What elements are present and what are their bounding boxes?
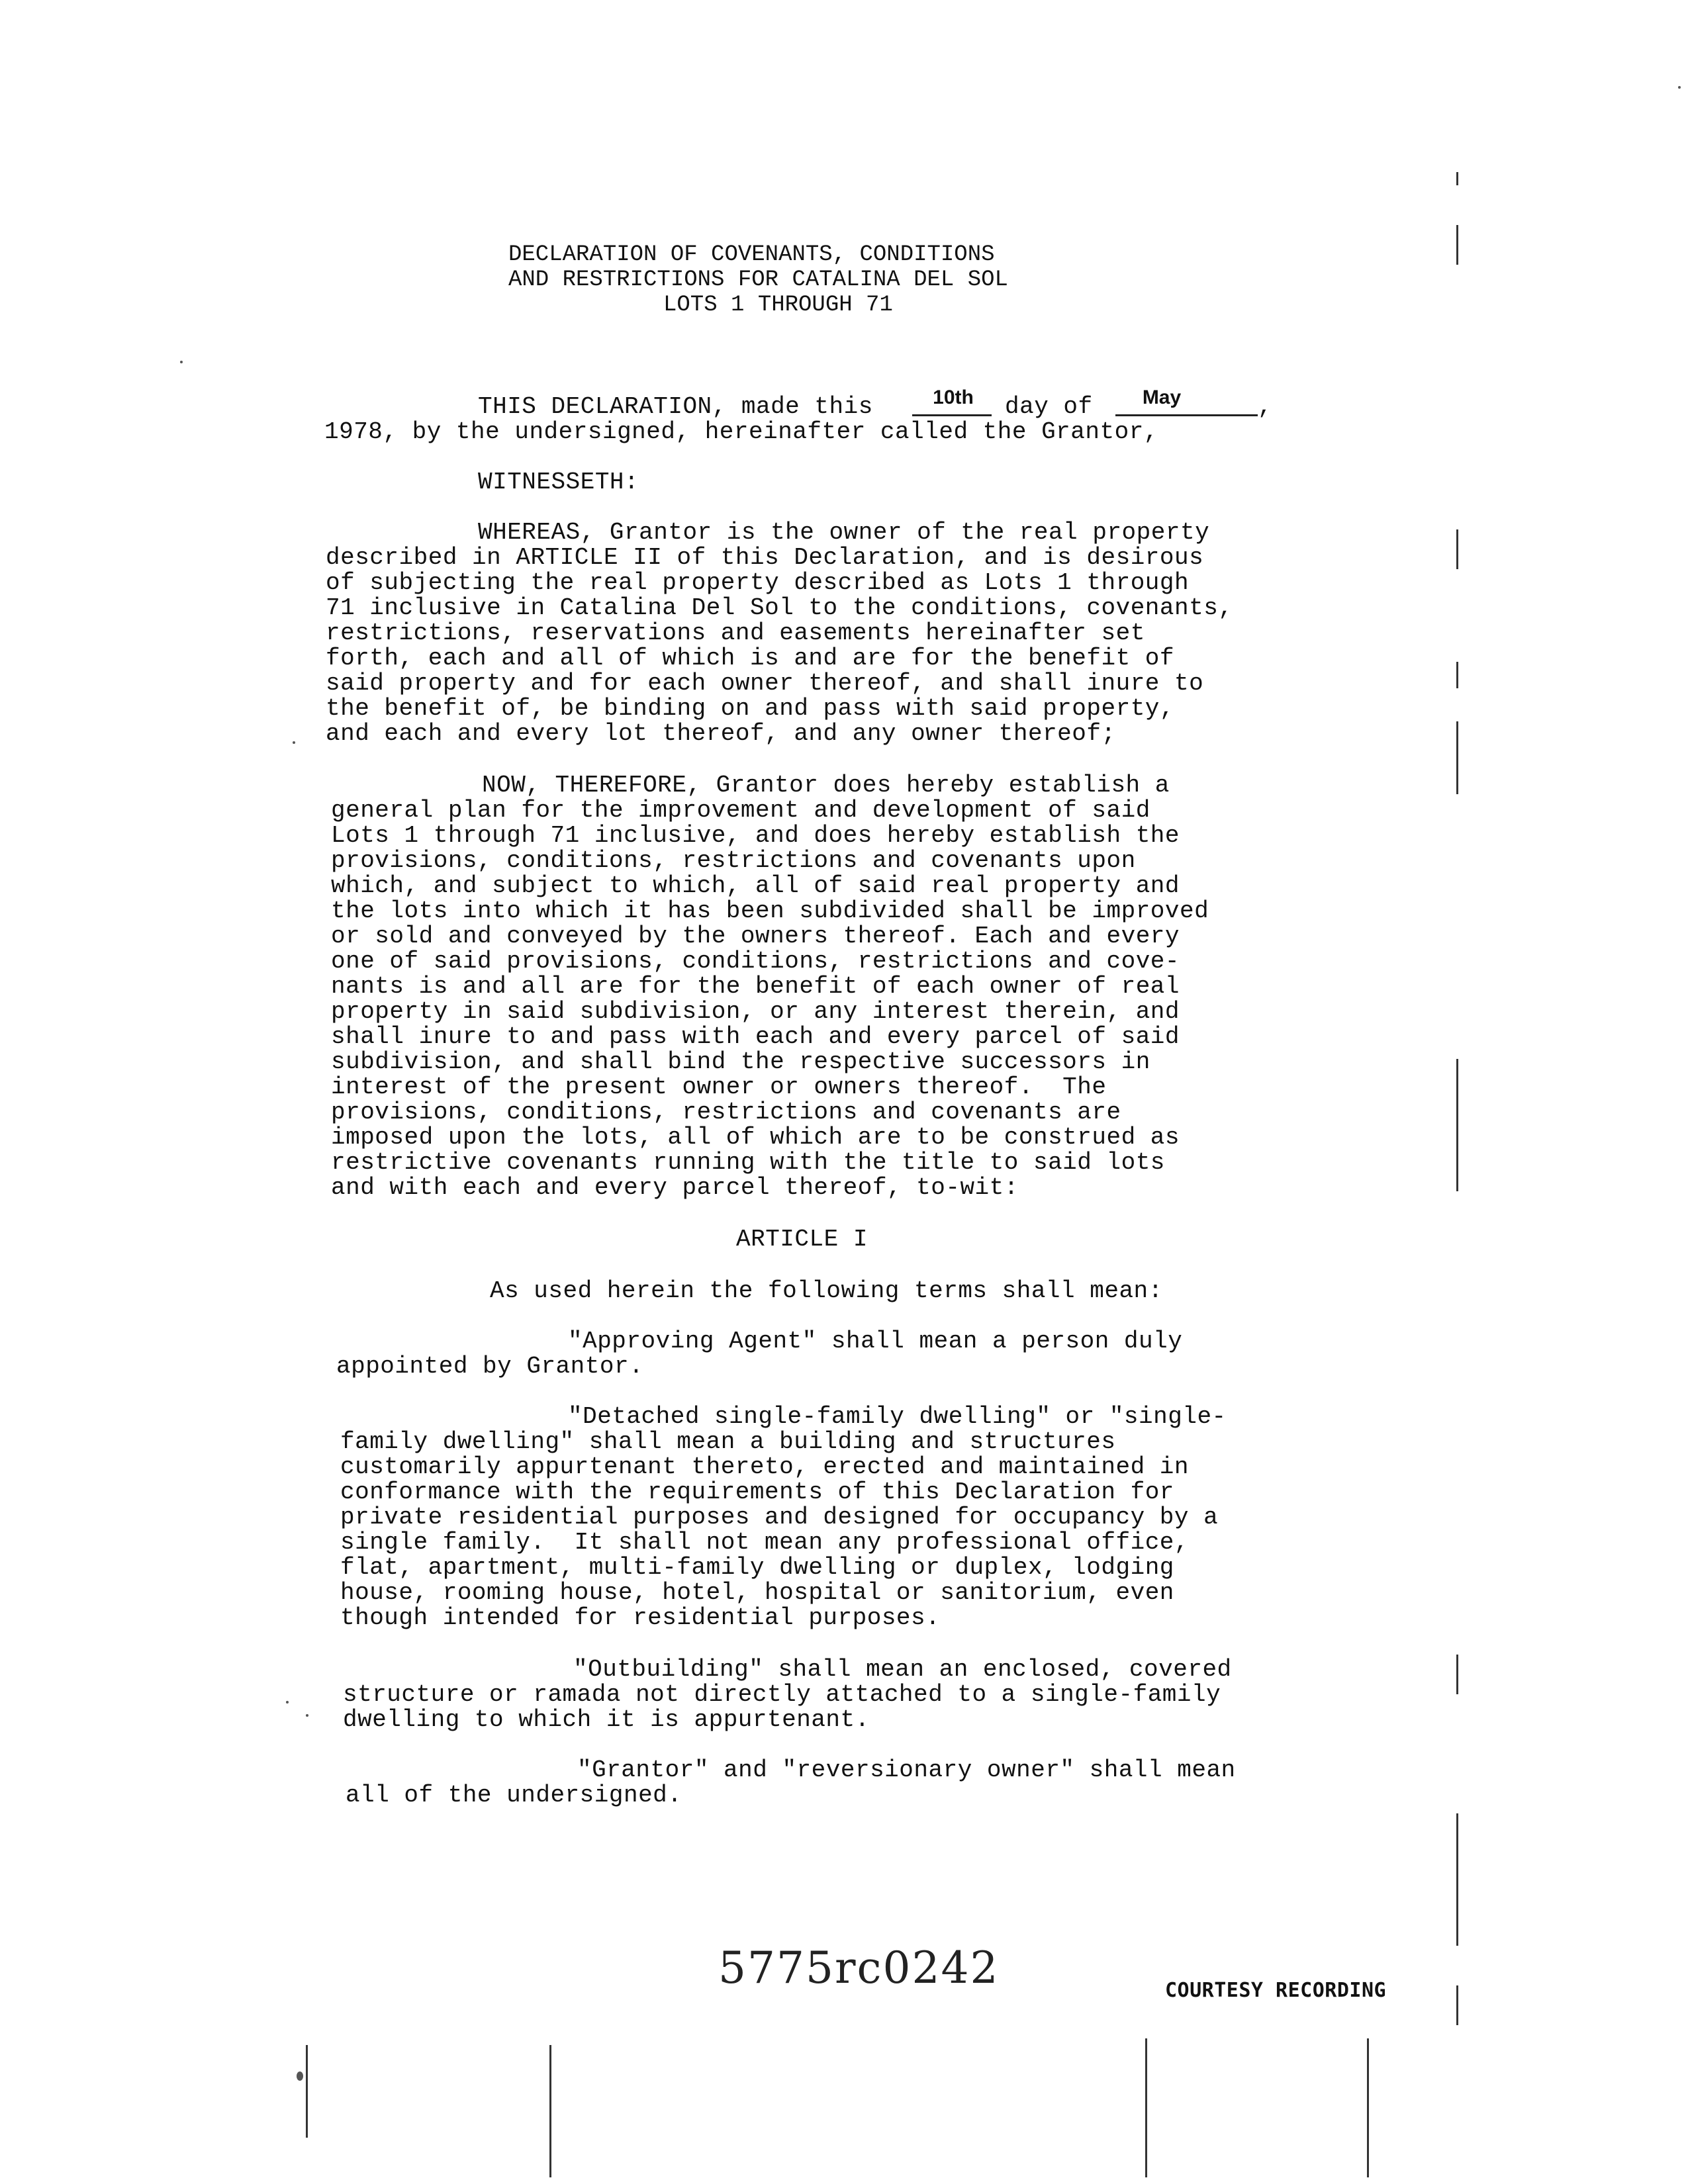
opening-line-2: 1978, by the undersigned, hereinafter called the Grantor, [324,418,1158,445]
opening-middle: day of [1005,393,1093,420]
now-therefore-line: general plan for the improvement and development of said [331,797,1150,824]
now-therefore-line: one of said provisions, conditions, restrictions and cove- [331,948,1180,975]
day-underline [912,414,992,416]
definition-line: house, rooming house, hotel, hospital or sanitorium, even [340,1579,1174,1606]
now-therefore-line: Lots 1 through 71 inclusive, and does hereby establish the [331,822,1180,849]
scan-mark [1456,172,1458,185]
whereas-line: and each and every lot thereof, and any owner thereof; [326,720,1116,747]
definition-line: appointed by Grantor. [336,1353,644,1380]
title-line-1: DECLARATION OF COVENANTS, CONDITIONS [508,242,995,267]
terms-intro: As used herein the following terms shall mean: [490,1277,1163,1304]
courtesy-recording-stamp: COURTESY RECORDING [1165,1979,1387,2002]
month-underline [1115,414,1258,416]
definition-line: "Approving Agent" shall mean a person duly [568,1328,1183,1355]
definition-line: single family. It shall not mean any professional office, [340,1529,1190,1556]
definition-line: "Grantor" and "reversionary owner" shall mean [577,1756,1236,1784]
scan-speck [306,1714,308,1717]
scan-speck [297,2071,303,2081]
scan-speck [1678,86,1681,89]
scan-speck [293,741,295,744]
definition-line: structure or ramada not directly attached to a single-family [343,1681,1221,1708]
scan-mark [1456,662,1458,688]
scan-mark [1456,225,1458,265]
scan-mark [1145,2038,1147,2177]
opening-prefix: THIS DECLARATION, made this [478,393,873,420]
now-therefore-line: imposed upon the lots, all of which are to be construed as [331,1124,1180,1151]
now-therefore-line: which, and subject to which, all of said real property and [331,872,1180,899]
article-heading: ARTICLE I [736,1226,868,1253]
scan-mark [1367,2038,1369,2177]
whereas-line: forth, each and all of which is and are for the benefit of [326,645,1175,672]
definition-line: dwelling to which it is appurtenant. [343,1706,870,1733]
book-page-stamp: 5775rc0242 [718,1942,1000,1993]
whereas-line: 71 inclusive in Catalina Del Sol to the conditions, covenants, [326,594,1233,621]
whereas-line: the benefit of, be binding on and pass with said property, [326,695,1175,722]
now-therefore-line: or sold and conveyed by the owners thereof. Each and every [331,923,1180,950]
now-therefore-line: shall inure to and pass with each and every parcel of said [331,1023,1180,1050]
scan-mark [1456,1059,1458,1191]
whereas-line: WHEREAS, Grantor is the owner of the real property [478,519,1210,546]
now-therefore-line: the lots into which it has been subdivided shall be improved [331,897,1209,925]
definition-line: family dwelling" shall mean a building and structures [340,1428,1116,1455]
now-therefore-line: nants is and all are for the benefit of each owner of real [331,973,1180,1000]
opening-end: , [1258,393,1273,420]
now-therefore-line: provisions, conditions, restrictions and covenants are [331,1099,1121,1126]
now-therefore-line: interest of the present owner or owners thereof. The [331,1073,1107,1101]
definition-line: though intended for residential purposes. [340,1604,941,1631]
scan-mark [1456,721,1458,794]
now-therefore-line: and with each and every parcel thereof, to-wit: [331,1174,1019,1201]
scan-mark [549,2045,551,2177]
day-fill: 10th [933,387,974,408]
whereas-line: described in ARTICLE II of this Declaration, and is desirous [326,544,1204,571]
month-fill: May [1142,387,1182,408]
definition-line: customarily appurtenant thereto, erected and maintained in [340,1453,1190,1480]
whereas-line: said property and for each owner thereof, and shall inure to [326,670,1204,697]
now-therefore-line: property in said subdivision, or any interest therein, and [331,998,1180,1025]
definition-line: "Detached single-family dwelling" or "single- [568,1403,1227,1430]
scan-speck [286,1701,289,1704]
now-therefore-line: restrictive covenants running with the title to said lots [331,1149,1165,1176]
definition-line: private residential purposes and designed for occupancy by a [340,1504,1219,1531]
definition-line: flat, apartment, multi-family dwelling or duplex, lodging [340,1554,1174,1581]
now-therefore-line: subdivision, and shall bind the respective successors in [331,1048,1150,1075]
definition-line: conformance with the requirements of this Declaration for [340,1479,1174,1506]
definition-line: "Outbuilding" shall mean an enclosed, covered [573,1656,1232,1683]
now-therefore-line: NOW, THEREFORE, Grantor does hereby establish a [482,772,1170,799]
whereas-line: restrictions, reservations and easements hereinafter set [326,619,1145,647]
scan-mark [1456,1813,1458,1946]
definition-line: all of the undersigned. [346,1782,682,1809]
now-therefore-line: provisions, conditions, restrictions and covenants upon [331,847,1136,874]
scan-speck [180,361,183,363]
scan-mark [1456,529,1458,569]
witnesseth: WITNESSETH: [478,469,639,496]
scan-mark [1456,1655,1458,1694]
title-line-2: AND RESTRICTIONS FOR CATALINA DEL SOL [508,267,1008,293]
title-line-3: LOTS 1 THROUGH 71 [663,293,893,318]
whereas-line: of subjecting the real property described as Lots 1 through [326,569,1190,596]
scan-mark [306,2045,308,2138]
scan-mark [1456,1985,1458,2025]
